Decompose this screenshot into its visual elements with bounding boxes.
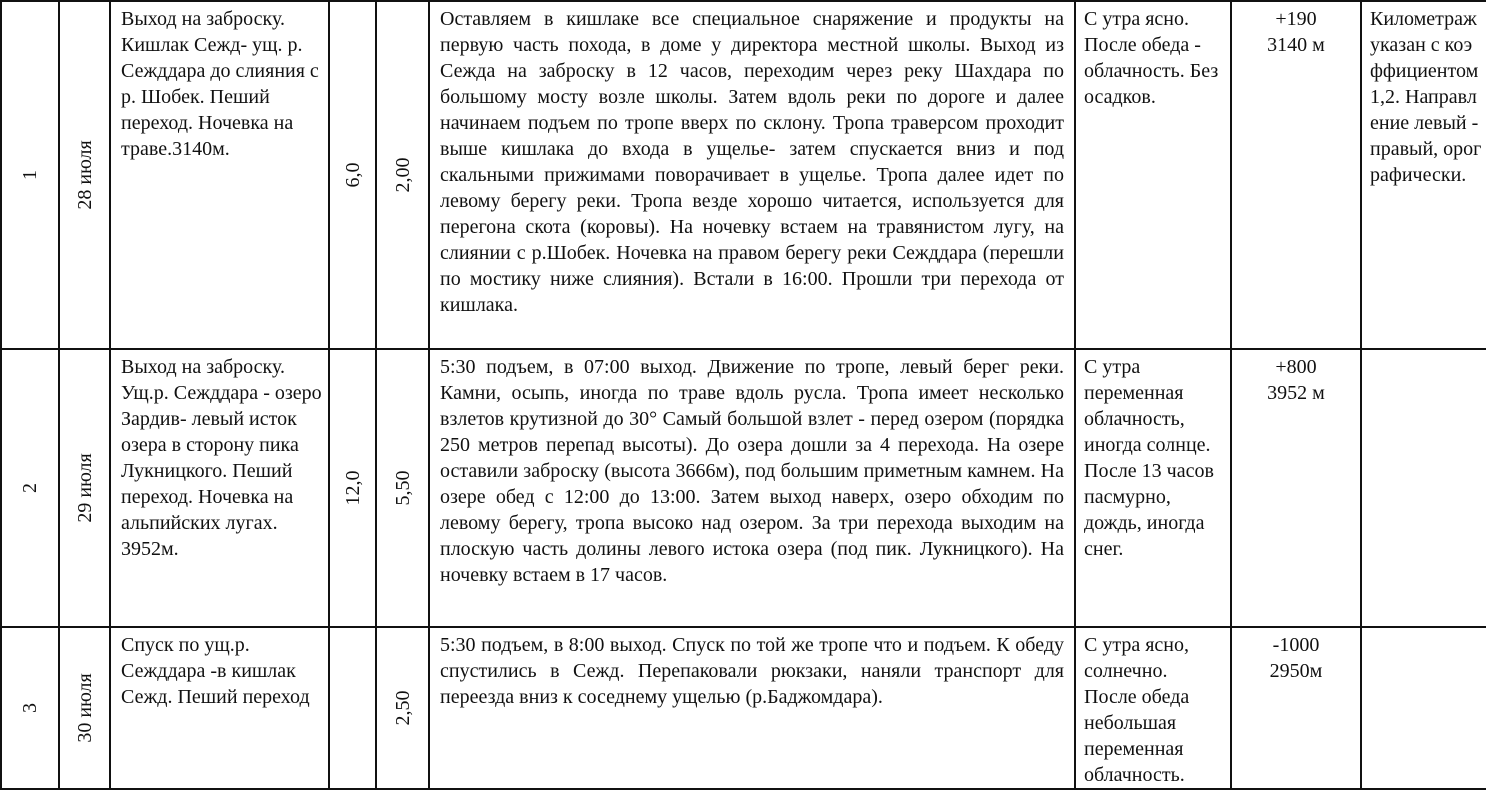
day-number-cell <box>1 627 59 789</box>
altitude-change: +190 <box>1275 8 1317 30</box>
description-text: Оставляем в кишлаке все специальное снаряжение и продукты на первую часть похода, в доме у директора местной школы. Выход из Сежда на заброску в 12 часов, переходим через реку Шахдара по большому мосту возле школы. Затем вдоль реки по дороге и далее начинаем подъем по тропе вверх по склону. Тропа траверсом проходит выше кишлака до входа в ущелье- затем спускается вниз и под скальными прижимами поворачивает в ущелье. Тропа далее идет по левому берегу реки. Тропа везде хорошо читается, используется для перегона скота (коровы). На ночевку встаем на травянистом лугу, на слиянии с р.Шобек. Ночевка на правом берегу реки Сежддара (перешли по мостику ниже слияния). Встали в 16:00. Прошли три перехода от кишлака. <box>440 8 1064 316</box>
description-text: 5:30 подъем, в 07:00 выход. Движение по тропе, левый берег реки. Камни, осыпь, иногда по траве вдоль русла. Тропа имеет несколько взлетов крутизной до 30° Самый большой взлет - перед озером (порядка 250 метров перепад высоты). До озера дошли за 4 перехода. На озере оставили заброску (высота 3666м), под большим приметным камнем. На озере обед с 12:00 до 13:00. Затем выход наверх, озеро обходим по левому берегу, тропа высоко над озером. За три перехода выходим на плоскую часть долины левого истока озера (под пик. Лукницкого). На ночевку встаем в 17 часов. <box>440 356 1064 586</box>
note-cell <box>1361 1 1486 349</box>
date-cell <box>59 349 110 627</box>
route-text: Выход на заброску. Ущ.р. Сежддара - озеро Зардив- левый исток озера в сторону пика Лукницкого. Пеший переход. Ночевка на альпийских лугах. 3952м. <box>121 356 322 560</box>
time: 5,50 <box>391 470 414 506</box>
weather-text: С утра ясно. После обеда - облачность. Без осадков. <box>1084 8 1219 108</box>
description-text: 5:30 подъем, в 8:00 выход. Спуск по той же тропе что и подъем. К обеду спустились в Сежд. Перепаковали рюкзаки, наняли транспорт для переезда вниз к соседнему ущелью (р.Баджомдара). <box>440 634 1064 708</box>
distance-cell <box>329 1 376 349</box>
distance-cell <box>329 627 376 789</box>
table-row <box>1 627 1486 789</box>
date: 30 июля <box>73 673 96 743</box>
altitude-cell <box>1231 349 1361 627</box>
time: 2,50 <box>391 690 414 726</box>
time-cell <box>376 1 429 349</box>
time-cell <box>376 349 429 627</box>
route-cell <box>110 627 329 789</box>
table-row <box>1 349 1486 627</box>
altitude-value: 2950м <box>1269 660 1323 682</box>
distance: 12,0 <box>341 470 364 506</box>
route-text: Спуск по ущ.р. Сежддара -в кишлак Сежд. Пеший переход <box>121 634 310 708</box>
weather-cell <box>1075 1 1231 349</box>
distance: 6,0 <box>341 162 364 188</box>
altitude-change: +800 <box>1275 356 1317 378</box>
route-cell <box>110 349 329 627</box>
altitude-cell <box>1231 627 1361 789</box>
date: 29 июля <box>73 453 96 523</box>
note-cell <box>1361 627 1486 789</box>
table-row <box>1 1 1486 349</box>
date-cell <box>59 627 110 789</box>
day-number: 1 <box>19 170 41 180</box>
description-cell <box>429 1 1075 349</box>
description-cell <box>429 627 1075 789</box>
note-text: Километраж указан с коэффициентом 1,2. Направление левый - правый, орографически. <box>1370 8 1482 186</box>
route-text: Выход на заброску. Кишлак Сежд- ущ. р. Сежддара до слияния с р. Шобек. Пеший переход. Ночевка на траве.3140м. <box>121 8 319 160</box>
note-cell <box>1361 349 1486 627</box>
altitude-change: -1000 <box>1272 634 1320 656</box>
weather-cell <box>1075 349 1231 627</box>
description-cell <box>429 349 1075 627</box>
time: 2,00 <box>391 157 414 193</box>
date-cell <box>59 1 110 349</box>
time-cell <box>376 627 429 789</box>
weather-cell <box>1075 627 1231 789</box>
weather-text: С утра ясно, солнечно. После обеда небольшая переменная облачность. <box>1084 634 1190 786</box>
day-number-cell <box>1 1 59 349</box>
route-cell <box>110 1 329 349</box>
altitude-cell <box>1231 1 1361 349</box>
day-number: 2 <box>19 483 41 493</box>
day-number-cell <box>1 349 59 627</box>
weather-text: С утра переменная облачность, иногда солнце. После 13 часов пасмурно, дождь, иногда снег. <box>1084 356 1214 560</box>
altitude-value: 3140 м <box>1267 34 1325 56</box>
day-number: 3 <box>19 703 41 713</box>
date: 28 июля <box>73 140 96 210</box>
altitude-value: 3952 м <box>1267 382 1325 404</box>
distance-cell <box>329 349 376 627</box>
